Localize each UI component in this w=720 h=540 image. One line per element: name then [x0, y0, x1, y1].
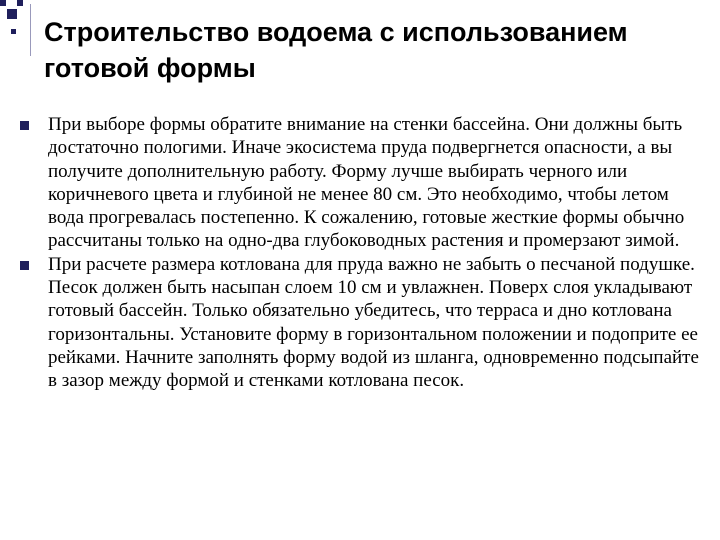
bullet-item [18, 113, 703, 253]
bullet-item [18, 253, 703, 393]
slide-title: Строительство водоема с использованием готовой формы [44, 17, 628, 83]
square-bullet-icon [20, 261, 29, 270]
bullet-text: При выборе формы обратите внимание на стенки бассейна. Они должны быть достаточно пологими. Иначе экосистема пруда подвергнется опасности, а вы получите дополнительную работу. Форму лучше выбирать черного или коричневого цвета и глубиной не менее 80 см. Это необходимо, чтобы летом вода прогревалась постепенно. К сожалению, готовые жесткие формы обычно рассчитаны только на одно-два глубоководных растения и промерзают зимой. [48, 114, 685, 252]
square-decoration-icon [17, 0, 23, 6]
square-decoration-icon [7, 9, 17, 19]
square-decoration-icon [0, 0, 6, 6]
square-bullet-icon [20, 121, 29, 130]
bullet-list [18, 113, 703, 393]
vertical-rule [30, 4, 31, 56]
square-decoration-icon [11, 29, 16, 34]
corner-squares-decoration [0, 0, 40, 50]
bullet-text: При расчете размера котлована для пруда важно не забыть о песчаной подушке. Песок должен быть насыпан слоем 10 см и увлажнен. Поверх слоя укладывают готовый бассейн. Только обязательно убедитесь, что терраса и дно котлована горизонтальны. Установите форму в горизонтальном положении и подоприте ее рейками. Начните заполнять форму водой из шланга, одновременно подсыпайте в зазор между формой и стенками котлована песок. [48, 253, 699, 392]
